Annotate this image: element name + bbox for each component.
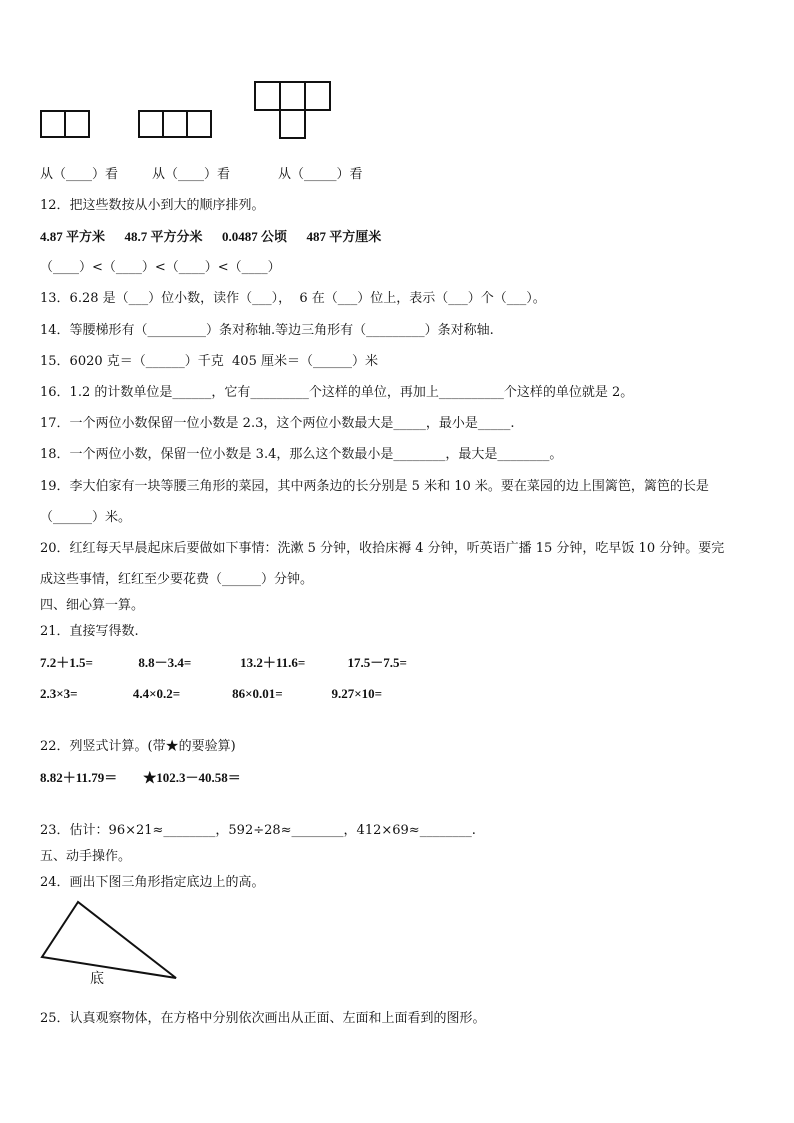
view3-cell <box>279 109 306 139</box>
question-20: 20．红红每天早晨起床后要做如下事情：洗漱 5 分钟，收拾床褥 4 分钟，听英语广播 15 分钟，吃早饭 10 分钟。要完 <box>40 541 725 556</box>
question-18: 18．一个两位小数，保留一位小数是 3.4，那么这个数最小是________，最大是________。 <box>40 447 563 462</box>
question-17: 17．一个两位小数保留一位小数是 2.3，这个两位小数最大是_____，最小是_____. <box>40 416 515 431</box>
section-4-heading: 四、细心算一算。 <box>40 598 145 613</box>
direct-calc-row-1: 7.2＋1.5= 8.8－3.4= 13.2＋11.6= 17.5－7.5= <box>40 655 407 670</box>
view-label-3: 从（_____）看 <box>278 167 363 182</box>
view-label-1: 从（____）看 <box>40 167 119 182</box>
view1-cell <box>40 110 66 138</box>
triangle-base-label: 底 <box>90 971 104 987</box>
vertical-calc: 8.82＋11.79＝ ★102.3－40.58＝ <box>40 770 241 785</box>
question-15: 15．6020 克＝（______）千克 405 厘米＝（______）米 <box>40 354 378 369</box>
view2-cell <box>138 110 164 138</box>
question-20-cont: 成这些事情，红红至少要花费（______）分钟。 <box>40 572 314 587</box>
question-12: 12．把这些数按从小到大的顺序排列。 <box>40 198 265 213</box>
section-5-heading: 五、动手操作。 <box>40 849 132 864</box>
view3-cell <box>304 81 331 111</box>
question-14: 14．等腰梯形有（_________）条对称轴.等边三角形有（_________）条对称轴. <box>40 323 494 338</box>
question-23: 23．估计：96×21≈________，592÷28≈________，412×69≈________. <box>40 823 476 838</box>
view3-cell <box>279 81 306 111</box>
question-19: 19．李大伯家有一块等腰三角形的菜园，其中两条边的长分别是 5 米和 10 米。要在菜园的边上围篱笆，篱笆的长是 <box>40 479 709 494</box>
triangle-shape <box>42 902 176 978</box>
triangle-figure <box>30 895 190 985</box>
view-label-2: 从（____）看 <box>152 167 231 182</box>
ordering-blanks: （____）<（____）<（____）<（____） <box>40 260 281 275</box>
view1-cell <box>64 110 90 138</box>
area-values: 4.87 平方米 48.7 平方分米 0.0487 公顷 487 平方厘米 <box>40 229 382 244</box>
question-22: 22．列竖式计算。(带★的要验算) <box>40 739 236 754</box>
question-21: 21．直接写得数. <box>40 624 139 639</box>
question-24: 24．画出下图三角形指定底边上的高。 <box>40 875 265 890</box>
view3-cell <box>254 81 281 111</box>
view2-cell <box>186 110 212 138</box>
question-13: 13．6.28 是（___）位小数，读作（___）， 6 在（___）位上，表示（___）个（___）。 <box>40 291 546 306</box>
view2-cell <box>162 110 188 138</box>
direct-calc-row-2: 2.3×3= 4.4×0.2= 86×0.01= 9.27×10= <box>40 686 383 701</box>
question-25: 25．认真观察物体，在方格中分别依次画出从正面、左面和上面看到的图形。 <box>40 1011 486 1026</box>
view-figures <box>0 0 794 160</box>
question-19-cont: （______）米。 <box>40 510 132 525</box>
question-16: 16．1.2 的计数单位是______，它有_________个这样的单位，再加上__________个这样的单位就是 2。 <box>40 385 634 400</box>
